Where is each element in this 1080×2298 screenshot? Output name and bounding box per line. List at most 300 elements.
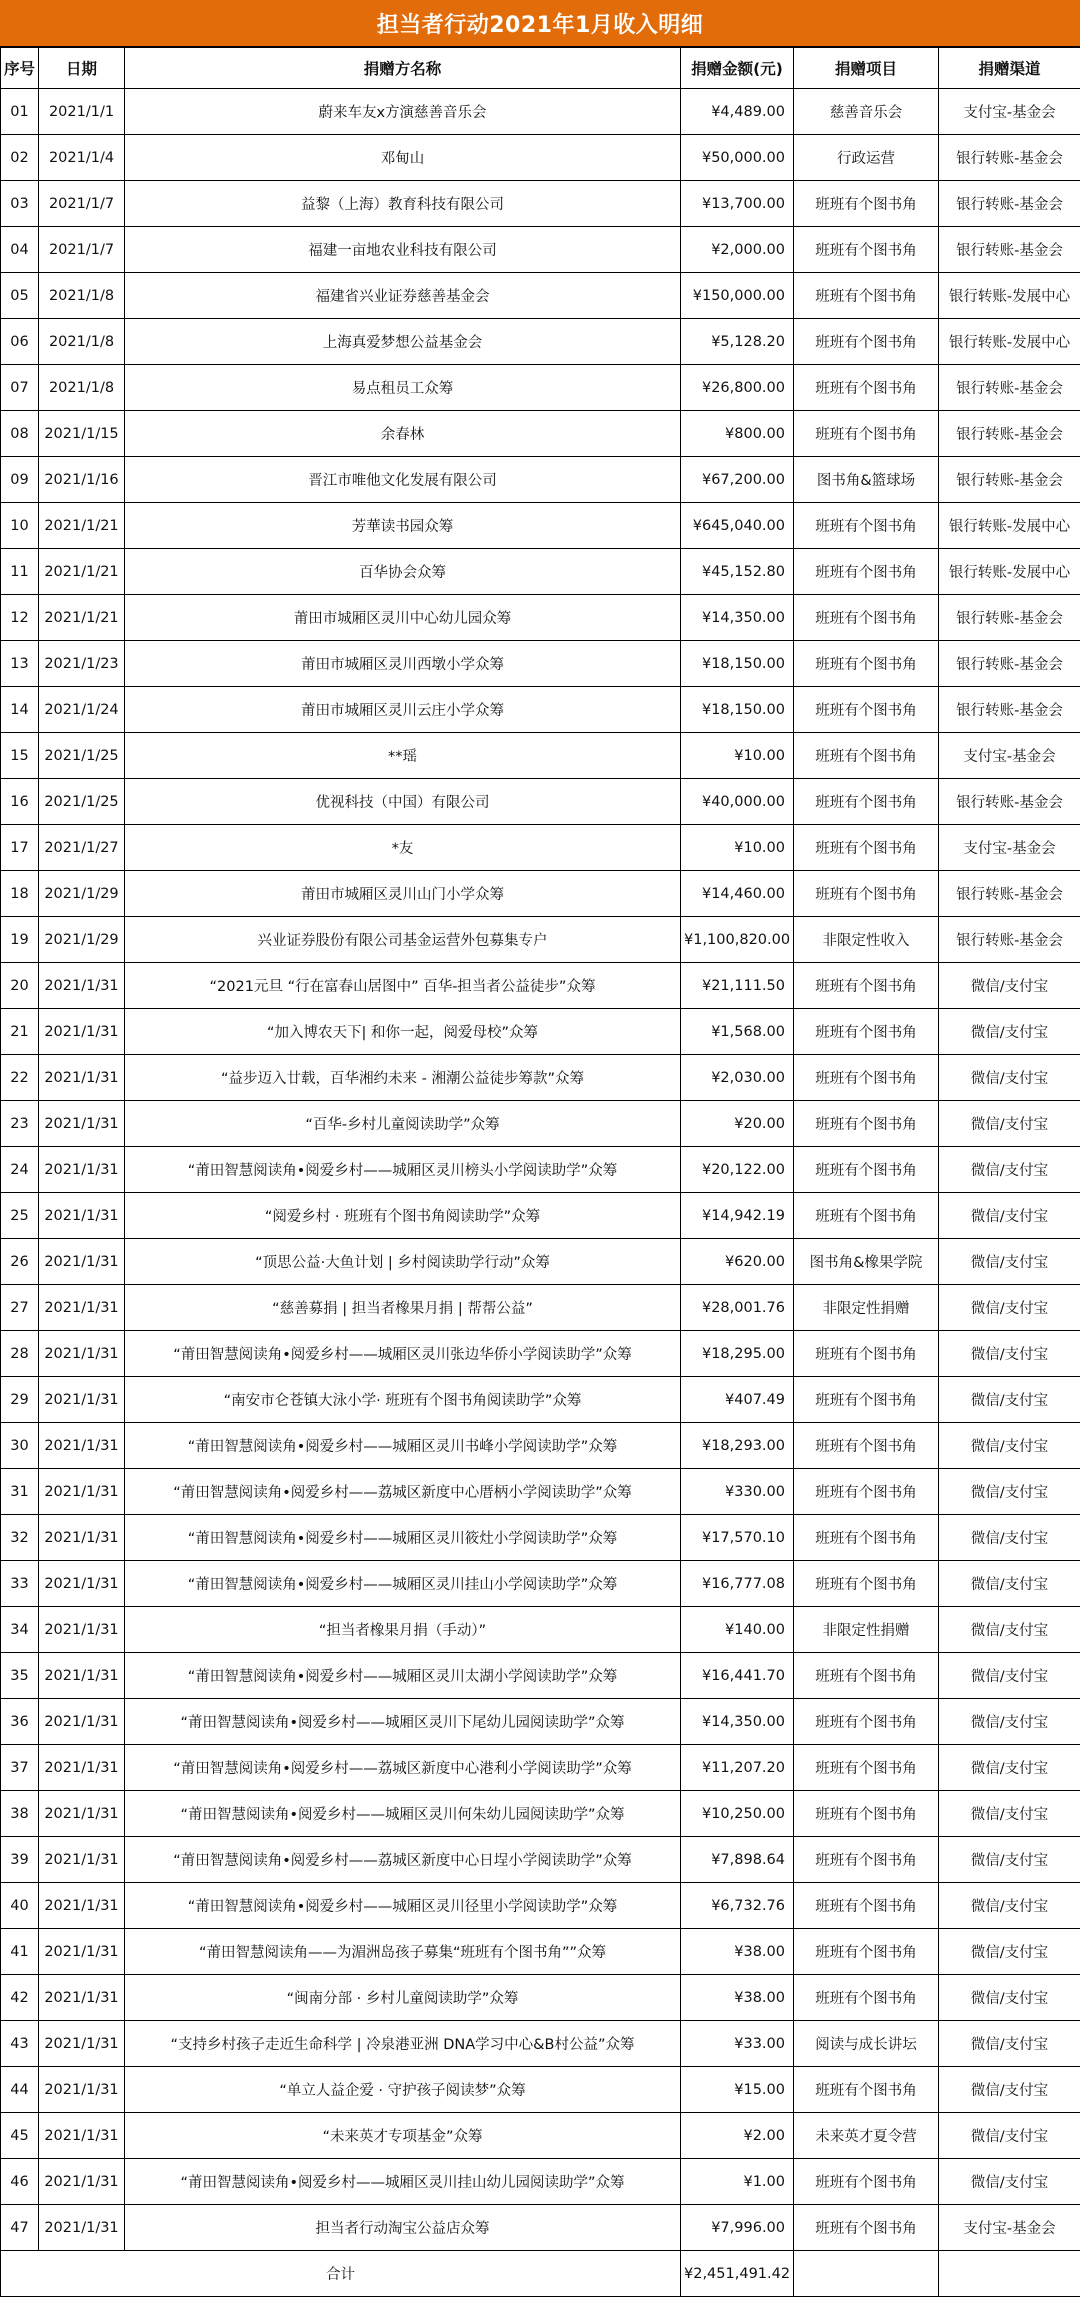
- cell-project: 阅读与成长讲坛: [794, 2021, 939, 2067]
- cell-no: 35: [1, 1653, 39, 1699]
- cell-channel: 微信/支付宝: [939, 2113, 1080, 2159]
- cell-donor-name: 莆田市城厢区灵川云庄小学众筹: [125, 687, 681, 733]
- cell-project: 慈善音乐会: [794, 89, 939, 135]
- cell-amount: ¥67,200.00: [681, 457, 794, 503]
- cell-amount: ¥14,942.19: [681, 1193, 794, 1239]
- table-row: [1, 871, 1080, 917]
- cell-date: 2021/1/31: [39, 2205, 125, 2251]
- cell-no: 33: [1, 1561, 39, 1607]
- cell-channel: 微信/支付宝: [939, 1745, 1080, 1791]
- cell-no: 11: [1, 549, 39, 595]
- cell-amount: ¥4,489.00: [681, 89, 794, 135]
- cell-no: 40: [1, 1883, 39, 1929]
- cell-donor-name: 福建一亩地农业科技有限公司: [125, 227, 681, 273]
- table-row: [1, 1147, 1080, 1193]
- cell-channel: 微信/支付宝: [939, 2159, 1080, 2205]
- cell-project: 班班有个图书角: [794, 1101, 939, 1147]
- cell-donor-name: 易点租员工众筹: [125, 365, 681, 411]
- header-donor-name: 捐赠方名称: [125, 48, 681, 89]
- cell-donor-name: “莆田智慧阅读角•阅爱乡村——荔城区新度中心日埕小学阅读助学”众筹: [125, 1837, 681, 1883]
- cell-channel: 银行转账-发展中心: [939, 319, 1080, 365]
- cell-donor-name: 莆田市城厢区灵川中心幼儿园众筹: [125, 595, 681, 641]
- cell-no: 22: [1, 1055, 39, 1101]
- table-row: [1, 733, 1080, 779]
- cell-channel: 银行转账-基金会: [939, 135, 1080, 181]
- cell-date: 2021/1/31: [39, 1101, 125, 1147]
- table-row: [1, 1515, 1080, 1561]
- cell-amount: ¥2,000.00: [681, 227, 794, 273]
- cell-no: 36: [1, 1699, 39, 1745]
- cell-date: 2021/1/25: [39, 733, 125, 779]
- table-row: [1, 641, 1080, 687]
- cell-no: 05: [1, 273, 39, 319]
- cell-date: 2021/1/31: [39, 1239, 125, 1285]
- cell-project: 班班有个图书角: [794, 1883, 939, 1929]
- table-row: [1, 1607, 1080, 1653]
- cell-project: 班班有个图书角: [794, 1055, 939, 1101]
- cell-donor-name: 兴业证券股份有限公司基金运营外包募集专户: [125, 917, 681, 963]
- cell-amount: ¥40,000.00: [681, 779, 794, 825]
- cell-date: 2021/1/31: [39, 1147, 125, 1193]
- cell-project: 未来英才夏令营: [794, 2113, 939, 2159]
- cell-amount: ¥7,898.64: [681, 1837, 794, 1883]
- cell-date: 2021/1/8: [39, 319, 125, 365]
- cell-amount: ¥16,777.08: [681, 1561, 794, 1607]
- cell-amount: ¥14,460.00: [681, 871, 794, 917]
- cell-no: 04: [1, 227, 39, 273]
- cell-donor-name: “莆田智慧阅读角•阅爱乡村——荔城区新度中心港利小学阅读助学”众筹: [125, 1745, 681, 1791]
- cell-channel: 银行转账-基金会: [939, 181, 1080, 227]
- cell-channel: 微信/支付宝: [939, 1101, 1080, 1147]
- cell-project: 班班有个图书角: [794, 1653, 939, 1699]
- total-project-empty: [794, 2251, 939, 2297]
- cell-channel: 微信/支付宝: [939, 1423, 1080, 1469]
- cell-amount: ¥18,150.00: [681, 687, 794, 733]
- cell-channel: 支付宝-基金会: [939, 2205, 1080, 2251]
- cell-project: 班班有个图书角: [794, 687, 939, 733]
- cell-amount: ¥16,441.70: [681, 1653, 794, 1699]
- cell-donor-name: “莆田智慧阅读角•阅爱乡村——荔城区新度中心厝柄小学阅读助学”众筹: [125, 1469, 681, 1515]
- cell-channel: 银行转账-基金会: [939, 457, 1080, 503]
- cell-date: 2021/1/31: [39, 2159, 125, 2205]
- table-row: [1, 2205, 1080, 2251]
- table-row: [1, 457, 1080, 503]
- cell-no: 18: [1, 871, 39, 917]
- header-row: [1, 48, 1080, 89]
- cell-project: 非限定性捐赠: [794, 1285, 939, 1331]
- cell-date: 2021/1/4: [39, 135, 125, 181]
- cell-date: 2021/1/24: [39, 687, 125, 733]
- cell-project: 班班有个图书角: [794, 227, 939, 273]
- cell-donor-name: 百华协会众筹: [125, 549, 681, 595]
- cell-amount: ¥2,030.00: [681, 1055, 794, 1101]
- table-row: [1, 1561, 1080, 1607]
- cell-donor-name: “未来英才专项基金”众筹: [125, 2113, 681, 2159]
- table-row: [1, 917, 1080, 963]
- cell-no: 32: [1, 1515, 39, 1561]
- cell-amount: ¥10,250.00: [681, 1791, 794, 1837]
- cell-channel: 微信/支付宝: [939, 1929, 1080, 1975]
- cell-project: 班班有个图书角: [794, 733, 939, 779]
- cell-project: 非限定性收入: [794, 917, 939, 963]
- cell-amount: ¥7,996.00: [681, 2205, 794, 2251]
- cell-project: 班班有个图书角: [794, 1377, 939, 1423]
- cell-date: 2021/1/25: [39, 779, 125, 825]
- cell-date: 2021/1/31: [39, 1653, 125, 1699]
- table-row: [1, 1423, 1080, 1469]
- cell-donor-name: 福建省兴业证券慈善基金会: [125, 273, 681, 319]
- cell-amount: ¥5,128.20: [681, 319, 794, 365]
- table-row: [1, 1239, 1080, 1285]
- cell-date: 2021/1/31: [39, 963, 125, 1009]
- cell-project: 图书角&篮球场: [794, 457, 939, 503]
- cell-amount: ¥18,150.00: [681, 641, 794, 687]
- cell-project: 班班有个图书角: [794, 319, 939, 365]
- cell-date: 2021/1/21: [39, 595, 125, 641]
- cell-date: 2021/1/23: [39, 641, 125, 687]
- cell-no: 27: [1, 1285, 39, 1331]
- cell-project: 班班有个图书角: [794, 1745, 939, 1791]
- table-row: [1, 181, 1080, 227]
- cell-no: 29: [1, 1377, 39, 1423]
- cell-channel: 微信/支付宝: [939, 1653, 1080, 1699]
- cell-no: 26: [1, 1239, 39, 1285]
- cell-channel: 微信/支付宝: [939, 1285, 1080, 1331]
- cell-channel: 微信/支付宝: [939, 963, 1080, 1009]
- cell-project: 班班有个图书角: [794, 1929, 939, 1975]
- cell-no: 43: [1, 2021, 39, 2067]
- cell-channel: 银行转账-发展中心: [939, 273, 1080, 319]
- table-row: [1, 595, 1080, 641]
- cell-date: 2021/1/31: [39, 1055, 125, 1101]
- cell-date: 2021/1/21: [39, 549, 125, 595]
- table-row: [1, 1285, 1080, 1331]
- cell-amount: ¥407.49: [681, 1377, 794, 1423]
- table-row: [1, 319, 1080, 365]
- cell-no: 41: [1, 1929, 39, 1975]
- cell-no: 12: [1, 595, 39, 641]
- cell-donor-name: “莆田智慧阅读角•阅爱乡村——城厢区灵川挂山小学阅读助学”众筹: [125, 1561, 681, 1607]
- cell-project: 班班有个图书角: [794, 963, 939, 1009]
- cell-project: 班班有个图书角: [794, 1837, 939, 1883]
- cell-donor-name: 芳華读书园众筹: [125, 503, 681, 549]
- table-row: [1, 135, 1080, 181]
- cell-project: 行政运营: [794, 135, 939, 181]
- cell-channel: 银行转账-基金会: [939, 595, 1080, 641]
- cell-donor-name: “莆田智慧阅读角•阅爱乡村——城厢区灵川挂山幼儿园阅读助学”众筹: [125, 2159, 681, 2205]
- cell-donor-name: “莆田智慧阅读角•阅爱乡村——城厢区灵川榜头小学阅读助学”众筹: [125, 1147, 681, 1193]
- cell-date: 2021/1/31: [39, 1837, 125, 1883]
- cell-no: 28: [1, 1331, 39, 1377]
- cell-channel: 微信/支付宝: [939, 1975, 1080, 2021]
- cell-no: 38: [1, 1791, 39, 1837]
- cell-project: 班班有个图书角: [794, 1193, 939, 1239]
- cell-donor-name: 蔚来车友x方演慈善音乐会: [125, 89, 681, 135]
- cell-donor-name: “莆田智慧阅读角•阅爱乡村——城厢区灵川径里小学阅读助学”众筹: [125, 1883, 681, 1929]
- cell-no: 25: [1, 1193, 39, 1239]
- cell-channel: 微信/支付宝: [939, 1009, 1080, 1055]
- table-row: [1, 365, 1080, 411]
- cell-donor-name: “顶思公益·大鱼计划 | 乡村阅读助学行动”众筹: [125, 1239, 681, 1285]
- cell-channel: 微信/支付宝: [939, 1699, 1080, 1745]
- cell-amount: ¥38.00: [681, 1975, 794, 2021]
- cell-amount: ¥17,570.10: [681, 1515, 794, 1561]
- table-row: [1, 1055, 1080, 1101]
- cell-no: 46: [1, 2159, 39, 2205]
- header-amount: 捐赠金额(元): [681, 48, 794, 89]
- cell-no: 13: [1, 641, 39, 687]
- cell-amount: ¥140.00: [681, 1607, 794, 1653]
- cell-channel: 微信/支付宝: [939, 1331, 1080, 1377]
- cell-channel: 微信/支付宝: [939, 1055, 1080, 1101]
- cell-no: 06: [1, 319, 39, 365]
- cell-donor-name: 益黎（上海）教育科技有限公司: [125, 181, 681, 227]
- cell-date: 2021/1/27: [39, 825, 125, 871]
- cell-date: 2021/1/8: [39, 365, 125, 411]
- cell-donor-name: “支持乡村孩子走近生命科学 | 冷泉港亚洲 DNA学习中心&B村公益”众筹: [125, 2021, 681, 2067]
- cell-amount: ¥6,732.76: [681, 1883, 794, 1929]
- cell-amount: ¥645,040.00: [681, 503, 794, 549]
- cell-channel: 银行转账-基金会: [939, 917, 1080, 963]
- cell-channel: 银行转账-基金会: [939, 871, 1080, 917]
- cell-donor-name: 担当者行动淘宝公益店众筹: [125, 2205, 681, 2251]
- cell-date: 2021/1/31: [39, 2067, 125, 2113]
- cell-date: 2021/1/29: [39, 871, 125, 917]
- cell-date: 2021/1/31: [39, 1975, 125, 2021]
- cell-amount: ¥26,800.00: [681, 365, 794, 411]
- cell-amount: ¥10.00: [681, 825, 794, 871]
- table-title: 担当者行动2021年1月收入明细: [0, 0, 1080, 47]
- cell-amount: ¥38.00: [681, 1929, 794, 1975]
- cell-date: 2021/1/15: [39, 411, 125, 457]
- table-row: [1, 687, 1080, 733]
- cell-channel: 微信/支付宝: [939, 2067, 1080, 2113]
- table-row: [1, 1791, 1080, 1837]
- cell-amount: ¥20.00: [681, 1101, 794, 1147]
- cell-project: 班班有个图书角: [794, 1331, 939, 1377]
- cell-date: 2021/1/31: [39, 1423, 125, 1469]
- table-row: [1, 273, 1080, 319]
- cell-project: 班班有个图书角: [794, 2067, 939, 2113]
- cell-channel: 支付宝-基金会: [939, 825, 1080, 871]
- cell-channel: 微信/支付宝: [939, 2021, 1080, 2067]
- cell-no: 31: [1, 1469, 39, 1515]
- cell-no: 09: [1, 457, 39, 503]
- table-row: [1, 1009, 1080, 1055]
- cell-project: 班班有个图书角: [794, 1515, 939, 1561]
- cell-no: 07: [1, 365, 39, 411]
- table-row: [1, 963, 1080, 1009]
- table-row: [1, 1101, 1080, 1147]
- cell-donor-name: “莆田智慧阅读角•阅爱乡村——城厢区灵川书峰小学阅读助学”众筹: [125, 1423, 681, 1469]
- total-row: [1, 2251, 1080, 2297]
- cell-channel: 银行转账-发展中心: [939, 549, 1080, 595]
- cell-no: 30: [1, 1423, 39, 1469]
- cell-project: 班班有个图书角: [794, 2159, 939, 2205]
- cell-no: 20: [1, 963, 39, 1009]
- cell-project: 班班有个图书角: [794, 1561, 939, 1607]
- cell-channel: 微信/支付宝: [939, 1515, 1080, 1561]
- cell-no: 39: [1, 1837, 39, 1883]
- table-row: [1, 1469, 1080, 1515]
- cell-date: 2021/1/7: [39, 227, 125, 273]
- cell-donor-name: “益步迈入廿载，百华湘约未来 - 湘潮公益徒步筹款”众筹: [125, 1055, 681, 1101]
- cell-no: 44: [1, 2067, 39, 2113]
- cell-date: 2021/1/31: [39, 1607, 125, 1653]
- cell-donor-name: “阅爱乡村 · 班班有个图书角阅读助学”众筹: [125, 1193, 681, 1239]
- cell-donor-name: 上海真爱梦想公益基金会: [125, 319, 681, 365]
- cell-amount: ¥330.00: [681, 1469, 794, 1515]
- table-row: [1, 779, 1080, 825]
- cell-channel: 银行转账-基金会: [939, 779, 1080, 825]
- cell-project: 班班有个图书角: [794, 549, 939, 595]
- table-row: [1, 825, 1080, 871]
- cell-channel: 银行转账-基金会: [939, 227, 1080, 273]
- cell-donor-name: 莆田市城厢区灵川西墩小学众筹: [125, 641, 681, 687]
- cell-amount: ¥21,111.50: [681, 963, 794, 1009]
- cell-channel: 微信/支付宝: [939, 1377, 1080, 1423]
- cell-date: 2021/1/31: [39, 1561, 125, 1607]
- cell-donor-name: 优视科技（中国）有限公司: [125, 779, 681, 825]
- cell-project: 班班有个图书角: [794, 2205, 939, 2251]
- cell-channel: 支付宝-基金会: [939, 733, 1080, 779]
- cell-project: 班班有个图书角: [794, 1423, 939, 1469]
- cell-project: 班班有个图书角: [794, 1009, 939, 1055]
- cell-donor-name: “莆田智慧阅读角•阅爱乡村——城厢区灵川太湖小学阅读助学”众筹: [125, 1653, 681, 1699]
- cell-amount: ¥28,001.76: [681, 1285, 794, 1331]
- cell-amount: ¥1,100,820.00: [681, 917, 794, 963]
- cell-no: 03: [1, 181, 39, 227]
- table-row: [1, 1745, 1080, 1791]
- table-row: [1, 549, 1080, 595]
- cell-amount: ¥15.00: [681, 2067, 794, 2113]
- cell-date: 2021/1/7: [39, 181, 125, 227]
- cell-no: 23: [1, 1101, 39, 1147]
- header-channel: 捐赠渠道: [939, 48, 1080, 89]
- cell-amount: ¥1,568.00: [681, 1009, 794, 1055]
- cell-donor-name: “莆田智慧阅读角•阅爱乡村——城厢区灵川下尾幼儿园阅读助学”众筹: [125, 1699, 681, 1745]
- table-row: [1, 1653, 1080, 1699]
- cell-donor-name: “担当者橡果月捐（手动）”: [125, 1607, 681, 1653]
- cell-amount: ¥13,700.00: [681, 181, 794, 227]
- cell-amount: ¥20,122.00: [681, 1147, 794, 1193]
- cell-project: 班班有个图书角: [794, 181, 939, 227]
- cell-project: 班班有个图书角: [794, 825, 939, 871]
- table-row: [1, 227, 1080, 273]
- table-row: [1, 1837, 1080, 1883]
- cell-date: 2021/1/31: [39, 1883, 125, 1929]
- header-project: 捐赠项目: [794, 48, 939, 89]
- cell-donor-name: 邓甸山: [125, 135, 681, 181]
- table-row: [1, 411, 1080, 457]
- table-row: [1, 1699, 1080, 1745]
- cell-channel: 银行转账-发展中心: [939, 503, 1080, 549]
- cell-date: 2021/1/31: [39, 1699, 125, 1745]
- cell-project: 班班有个图书角: [794, 1147, 939, 1193]
- cell-donor-name: “单立人益企爱 · 守护孩子阅读梦”众筹: [125, 2067, 681, 2113]
- cell-no: 17: [1, 825, 39, 871]
- cell-amount: ¥45,152.80: [681, 549, 794, 595]
- cell-channel: 银行转账-基金会: [939, 365, 1080, 411]
- cell-amount: ¥11,207.20: [681, 1745, 794, 1791]
- cell-project: 班班有个图书角: [794, 365, 939, 411]
- cell-channel: 微信/支付宝: [939, 1561, 1080, 1607]
- cell-project: 班班有个图书角: [794, 595, 939, 641]
- cell-no: 45: [1, 2113, 39, 2159]
- total-label: 合计: [1, 2251, 681, 2297]
- cell-no: 34: [1, 1607, 39, 1653]
- cell-date: 2021/1/31: [39, 1377, 125, 1423]
- table-row: [1, 1331, 1080, 1377]
- cell-channel: 微信/支付宝: [939, 1791, 1080, 1837]
- cell-donor-name: 晋江市唯他文化发展有限公司: [125, 457, 681, 503]
- cell-donor-name: “莆田智慧阅读角•阅爱乡村——城厢区灵川何朱幼儿园阅读助学”众筹: [125, 1791, 681, 1837]
- cell-amount: ¥150,000.00: [681, 273, 794, 319]
- cell-no: 47: [1, 2205, 39, 2251]
- header-no: 序号: [1, 48, 39, 89]
- cell-date: 2021/1/31: [39, 2113, 125, 2159]
- cell-project: 班班有个图书角: [794, 411, 939, 457]
- cell-channel: 微信/支付宝: [939, 1147, 1080, 1193]
- cell-no: 08: [1, 411, 39, 457]
- cell-no: 02: [1, 135, 39, 181]
- cell-project: 班班有个图书角: [794, 1469, 939, 1515]
- header-date: 日期: [39, 48, 125, 89]
- cell-date: 2021/1/31: [39, 1331, 125, 1377]
- cell-project: 班班有个图书角: [794, 871, 939, 917]
- cell-no: 16: [1, 779, 39, 825]
- cell-amount: ¥18,293.00: [681, 1423, 794, 1469]
- cell-date: 2021/1/31: [39, 1009, 125, 1055]
- cell-project: 班班有个图书角: [794, 1699, 939, 1745]
- table-row: [1, 503, 1080, 549]
- cell-project: 非限定性捐赠: [794, 1607, 939, 1653]
- cell-project: 图书角&橡果学院: [794, 1239, 939, 1285]
- cell-donor-name: 余春林: [125, 411, 681, 457]
- table-row: [1, 1975, 1080, 2021]
- cell-channel: 微信/支付宝: [939, 1883, 1080, 1929]
- cell-donor-name: “百华-乡村儿童阅读助学”众筹: [125, 1101, 681, 1147]
- cell-project: 班班有个图书角: [794, 273, 939, 319]
- income-table: [0, 47, 1080, 2297]
- cell-no: 10: [1, 503, 39, 549]
- cell-amount: ¥1.00: [681, 2159, 794, 2205]
- cell-donor-name: “加入博农天下| 和你一起，阅爱母校”众筹: [125, 1009, 681, 1055]
- cell-channel: 银行转账-基金会: [939, 687, 1080, 733]
- table-row: [1, 2021, 1080, 2067]
- cell-no: 37: [1, 1745, 39, 1791]
- cell-no: 42: [1, 1975, 39, 2021]
- table-row: [1, 1929, 1080, 1975]
- cell-donor-name: **瑶: [125, 733, 681, 779]
- cell-channel: 微信/支付宝: [939, 1837, 1080, 1883]
- cell-donor-name: 莆田市城厢区灵川山门小学众筹: [125, 871, 681, 917]
- cell-donor-name: “莆田智慧阅读角——为湄洲岛孩子募集“班班有个图书角””众筹: [125, 1929, 681, 1975]
- cell-project: 班班有个图书角: [794, 503, 939, 549]
- cell-channel: 微信/支付宝: [939, 1239, 1080, 1285]
- cell-no: 01: [1, 89, 39, 135]
- cell-channel: 微信/支付宝: [939, 1607, 1080, 1653]
- table-row: [1, 2113, 1080, 2159]
- cell-project: 班班有个图书角: [794, 1791, 939, 1837]
- cell-donor-name: *友: [125, 825, 681, 871]
- cell-project: 班班有个图书角: [794, 1975, 939, 2021]
- cell-date: 2021/1/21: [39, 503, 125, 549]
- cell-date: 2021/1/31: [39, 1515, 125, 1561]
- total-amount: ¥2,451,491.42: [681, 2251, 794, 2297]
- cell-date: 2021/1/31: [39, 1745, 125, 1791]
- cell-channel: 微信/支付宝: [939, 1469, 1080, 1515]
